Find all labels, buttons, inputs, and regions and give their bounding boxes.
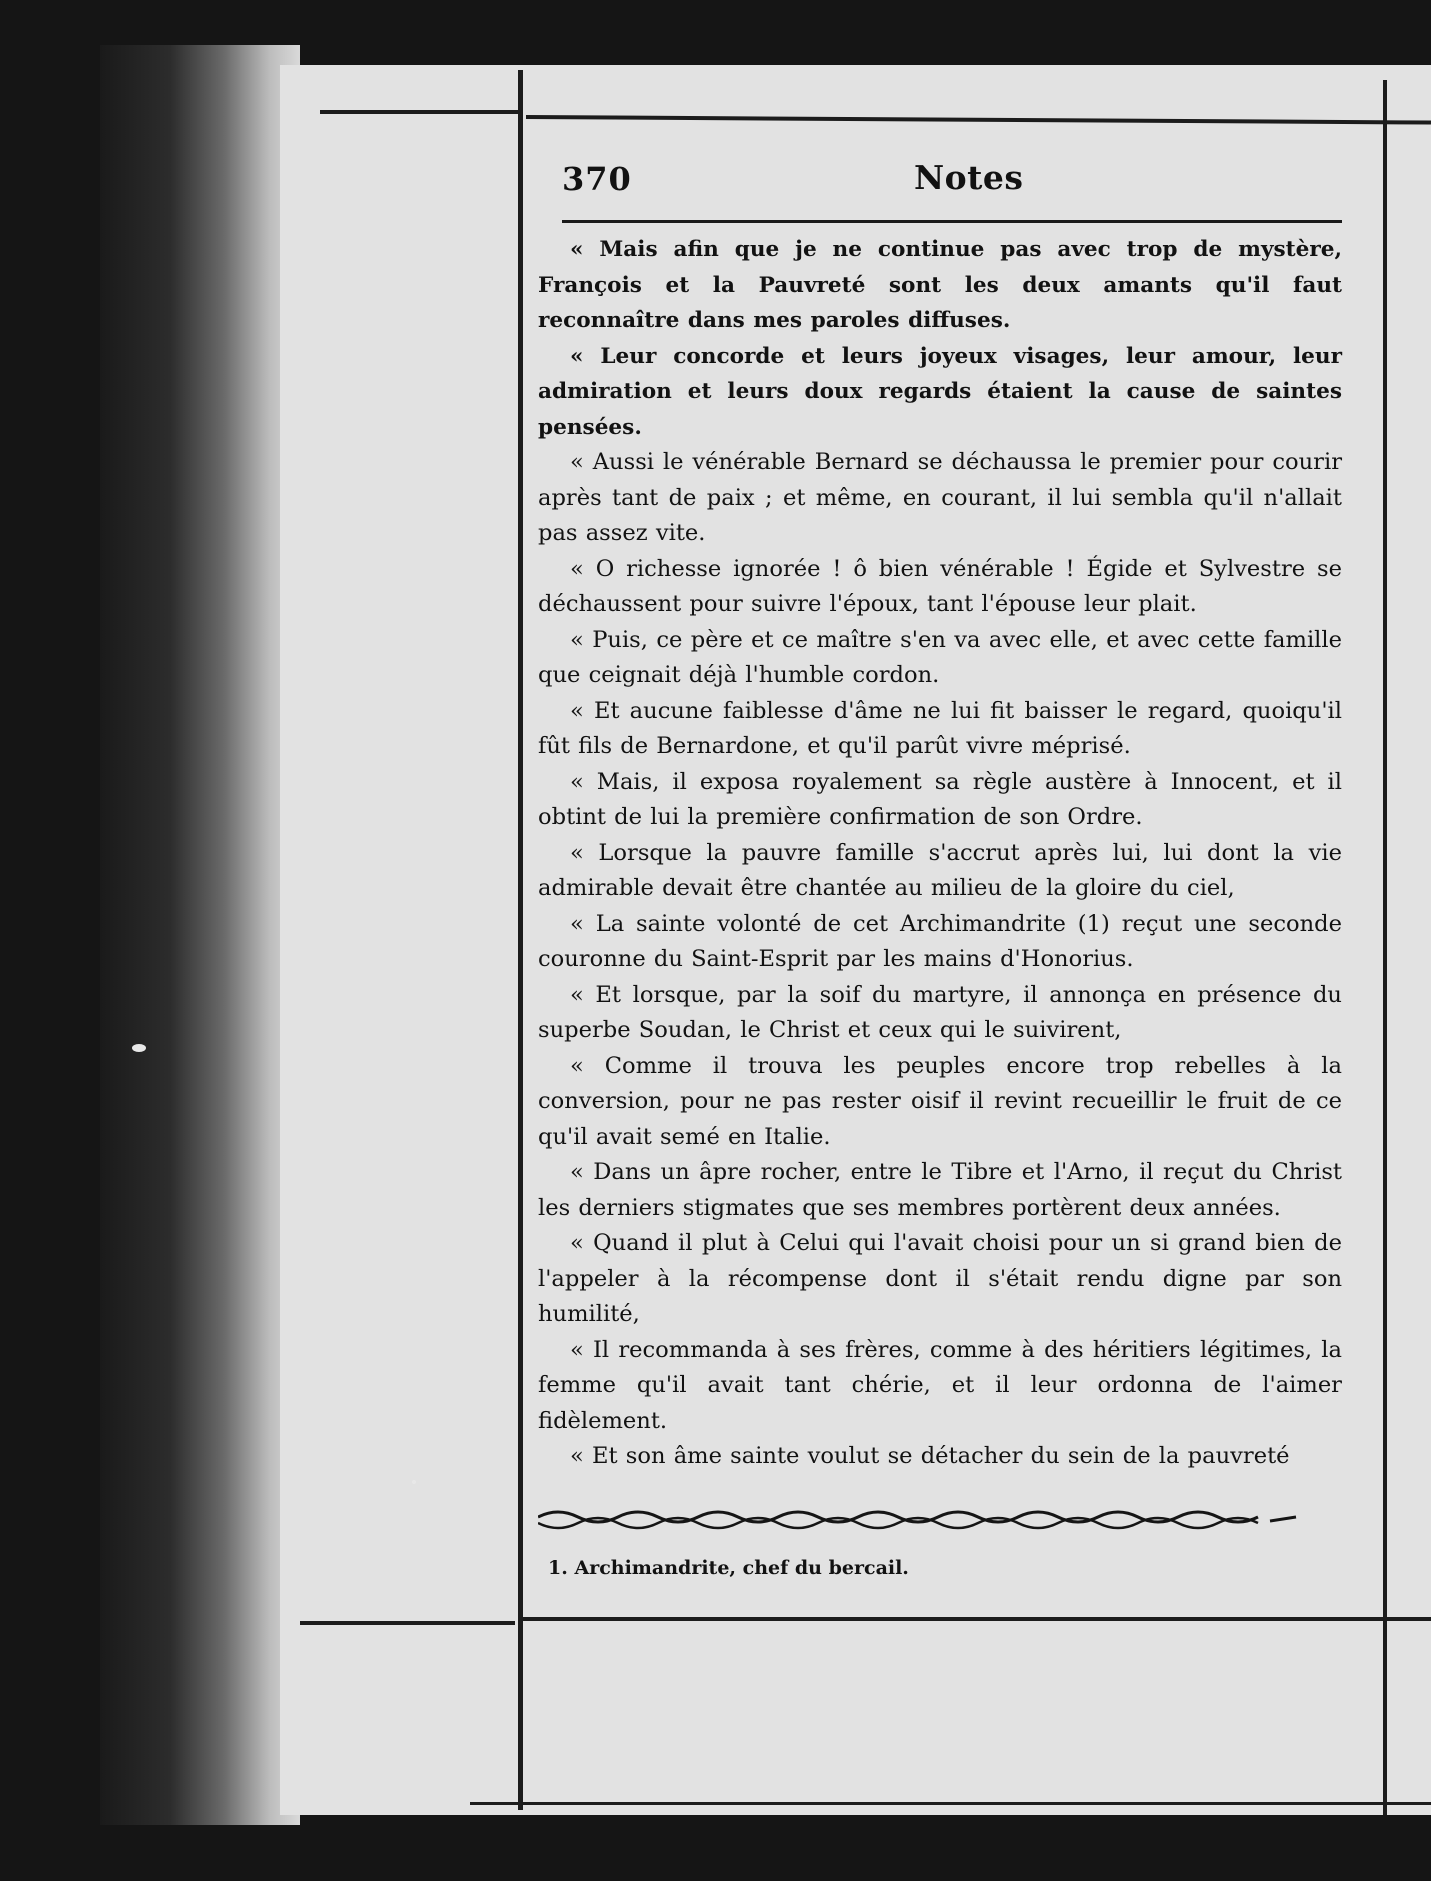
paragraph: « Mais afin que je ne continue pas avec trop de mystère, François et la Pauvreté sont les deux amants qu'il faut reconnaître dans mes paroles diffuses. xyxy=(538,237,1342,333)
ornament-tail xyxy=(1270,1517,1296,1521)
ornament-wave-lower xyxy=(538,1518,1258,1528)
frame-top-rule-left xyxy=(320,110,520,114)
ornament-wave xyxy=(538,1512,1258,1522)
book-binding xyxy=(100,45,300,1825)
paragraph: « Il recommanda à ses frères, comme à des héritiers légitimes, la femme qu'il avait tant chérie, et il leur ordonna de l'aimer fidèlement. xyxy=(538,1336,1342,1434)
paragraph: « Lorsque la pauvre famille s'accrut après lui, lui dont la vie admirable devait être chantée au milieu de la gloire du ciel, xyxy=(538,839,1342,901)
paragraph: « Puis, ce père et ce maître s'en va avec elle, et avec cette famille que ceignait déjà l'humble cordon. xyxy=(538,626,1342,688)
film-speck xyxy=(412,1480,416,1484)
paragraph: « Et aucune faiblesse d'âme ne lui fit baisser le regard, quoiqu'il fût fils de Bernardone, et qu'il parût vivre méprisé. xyxy=(538,697,1342,759)
ornamental-divider xyxy=(538,1507,1298,1535)
film-speck xyxy=(132,1044,146,1052)
paragraph: « Et lorsque, par la soif du martyre, il annonça en présence du superbe Soudan, le Christ et ceux qui le suivirent, xyxy=(538,981,1342,1043)
paragraph: « O richesse ignorée ! ô bien vénérable ! Égide et Sylvestre se déchaussent pour suivre l'époux, tant l'épouse leur plait. xyxy=(538,555,1342,617)
paragraph: « Leur concorde et leurs joyeux visages, leur amour, leur admiration et leurs doux regards étaient la cause de saintes pensées. xyxy=(538,343,1342,440)
frame-left-rule xyxy=(518,70,523,1810)
paragraph: « Mais, il exposa royalement sa règle austère à Innocent, et il obtint de lui la première confirmation de son Ordre. xyxy=(538,768,1342,830)
paragraph: « Comme il trouva les peuples encore trop rebelles à la conversion, pour ne pas rester oisif il revint recueillir le fruit de ce qu'il avait semé en Italie. xyxy=(538,1052,1342,1150)
paragraph: « Et son âme sainte voulut se détacher du sein de la pauvreté xyxy=(570,1443,1290,1469)
paragraph: « La sainte volonté de cet Archimandrite (1) reçut une seconde couronne du Saint-Esprit par les mains d'Honorius. xyxy=(538,910,1342,972)
body-text xyxy=(538,232,1342,1475)
frame-bottom-rule-right xyxy=(523,1617,1431,1621)
paragraph: « Dans un âpre rocher, entre le Tibre et l'Arno, il reçut du Christ les derniers stigmates que ses membres portèrent deux années. xyxy=(538,1159,1342,1221)
frame-bottom-rule-left xyxy=(300,1621,515,1625)
running-head xyxy=(538,150,1342,210)
paragraph: « Quand il plut à Celui qui l'avait choisi pour un si grand bien de l'appeler à la récompense dont il s'était rendu digne par son humilité, xyxy=(538,1230,1342,1327)
page-content xyxy=(538,150,1342,1583)
paragraph: « Aussi le vénérable Bernard se déchaussa le premier pour courir après tant de paix ; et même, en courant, il lui sembla qu'il n'allait pas assez vite. xyxy=(538,449,1342,546)
page-number: 370 xyxy=(562,160,632,198)
frame-right-rule xyxy=(1383,80,1387,1815)
running-title: Notes xyxy=(914,158,1024,197)
frame-bottom-edge xyxy=(470,1802,1431,1805)
footnote: 1. Archimandrite, chef du bercail. xyxy=(548,1556,909,1579)
header-rule xyxy=(562,220,1342,223)
